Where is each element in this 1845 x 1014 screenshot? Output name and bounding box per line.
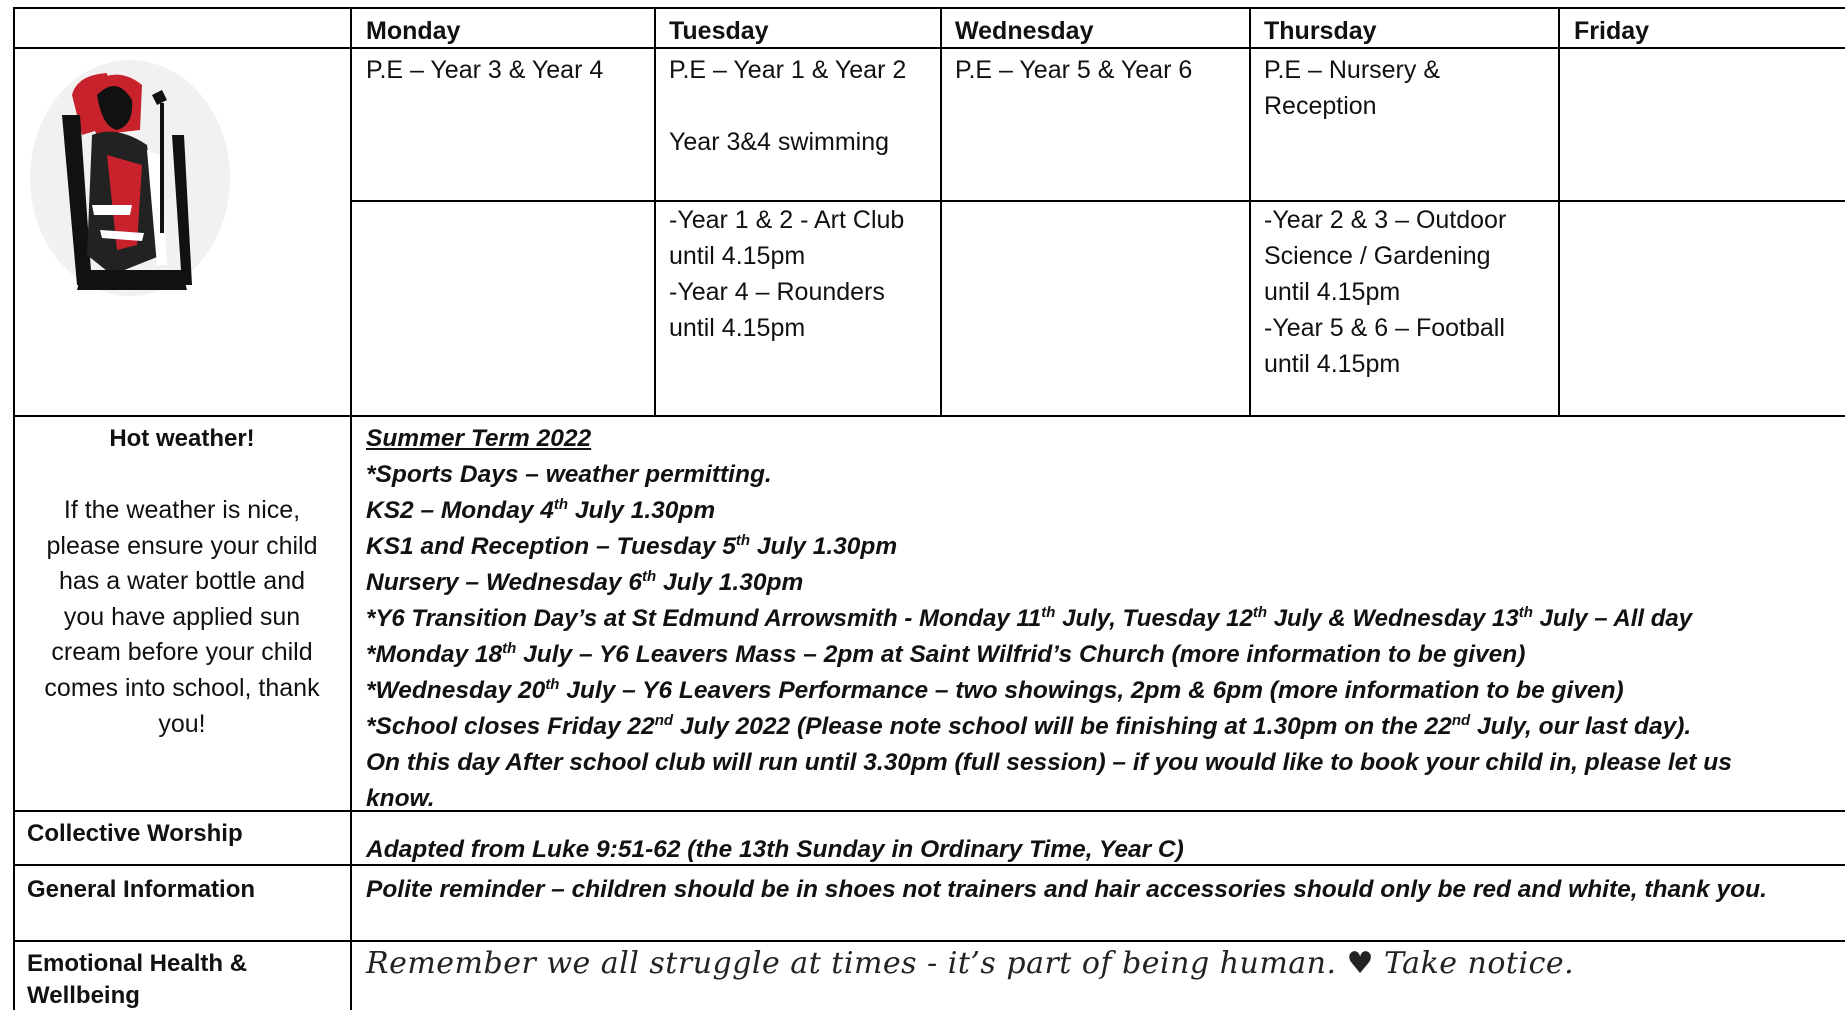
closes-text: July, our last day). (1470, 713, 1692, 740)
ks2-text: KS2 – Monday 4 (366, 497, 554, 524)
school-closes (366, 709, 1691, 745)
ks2-sup: th (553, 495, 569, 513)
pe-thursday-line2: Reception (1264, 92, 1377, 120)
club-thursday-line: -Year 2 & 3 – Outdoor (1264, 206, 1507, 234)
ks1-sup: th (735, 531, 751, 549)
transition-days (366, 601, 1692, 637)
header-day-tuesday: Tuesday (669, 17, 769, 45)
rule-top (13, 7, 1845, 9)
header-day-thursday: Thursday (1264, 17, 1377, 45)
nursery-sports-day (366, 565, 803, 601)
club-tuesday-line: -Year 4 – Rounders (669, 278, 885, 306)
rule-col5 (1558, 7, 1560, 416)
mass-sup: th (502, 639, 517, 657)
ks2-sports-day (366, 493, 715, 529)
leavers-performance (366, 673, 1624, 709)
club-thursday-line: until 4.15pm (1264, 350, 1401, 378)
header-day-wednesday: Wednesday (955, 17, 1094, 45)
rule-clubs (13, 415, 1845, 417)
summer-term-heading-text: Summer Term 2022 (366, 425, 592, 452)
ks1-text: KS1 and Reception – Tuesday 5 (366, 533, 736, 560)
general-information-label: General Information (27, 876, 256, 903)
transition-sup: th (1252, 604, 1268, 621)
rule-col2 (654, 7, 656, 416)
pe-tuesday: P.E – Year 1 & Year 2 (669, 56, 907, 84)
rule-col1 (350, 7, 352, 1010)
header-day-monday: Monday (366, 17, 461, 45)
general-information-text: Polite reminder – children should be in shoes not trainers and hair accessories should only be red and white, thank you. (366, 876, 1767, 903)
pe-monday: P.E – Year 3 & Year 4 (366, 56, 604, 84)
pe-wednesday: P.E – Year 5 & Year 6 (955, 56, 1193, 84)
school-crest-logo (22, 55, 237, 300)
summer-term-heading (366, 421, 591, 457)
club-tuesday-line: until 4.15pm (669, 242, 806, 270)
closes-text: *School closes Friday 22 (366, 713, 655, 740)
leavers-mass (366, 637, 1525, 673)
closes-sup: nd (654, 711, 674, 729)
saint-wilfrid-crest-icon (22, 55, 237, 300)
closes-sup: nd (1451, 711, 1471, 729)
sports-days-line: *Sports Days – weather permitting. (366, 461, 772, 488)
club-thursday-line: Science / Gardening (1264, 242, 1491, 270)
transition-text: July – All day (1532, 605, 1693, 632)
transition-sup: th (1518, 604, 1533, 621)
nursery-text-end: July 1.30pm (656, 569, 804, 596)
rule-col4 (1249, 7, 1251, 416)
mass-text-end: July – Y6 Leavers Mass – 2pm at Saint Wilfrid’s Church (more information to be given) (516, 641, 1526, 668)
pe-thursday-line1: P.E – Nursery & (1264, 56, 1441, 84)
club-thursday-line: until 4.15pm (1264, 278, 1401, 306)
collective-worship-text: Adapted from Luke 9:51-62 (the 13th Sunday in Ordinary Time, Year C) (366, 836, 1184, 863)
wellbeing-label-line2: Wellbeing (27, 982, 140, 1009)
nursery-sup: th (641, 567, 657, 585)
rule-header (13, 47, 1845, 49)
wellbeing-message: Remember we all struggle at times - it’s part of being human. ♥ Take notice. (366, 946, 1575, 981)
hot-weather-line: please ensure your child (46, 531, 318, 560)
transition-text: *Y6 Transition Day’s at St Edmund Arrowsmith - Monday 11 (366, 605, 1042, 632)
ks1-text-end: July 1.30pm (750, 533, 898, 560)
after-school-club-line1: On this day After school club will run until 3.30pm (full session) – if you would like to book your child in, please let us (366, 749, 1732, 776)
header-day-friday: Friday (1574, 17, 1650, 45)
nursery-text: Nursery – Wednesday 6 (366, 569, 642, 596)
transition-text: July & Wednesday 13 (1267, 605, 1519, 632)
club-tuesday-line: until 4.15pm (669, 314, 806, 342)
hot-weather-line: has a water bottle and (59, 567, 305, 596)
rule-col3 (940, 7, 942, 416)
mass-text: *Monday 18 (366, 641, 503, 668)
rule-general (13, 940, 1845, 942)
hot-weather-title: Hot weather! (109, 425, 255, 452)
hot-weather-line: If the weather is nice, (63, 496, 301, 524)
collective-worship-label: Collective Worship (27, 820, 243, 847)
performance-sup: th (545, 675, 560, 693)
transition-sup: th (1041, 604, 1056, 621)
club-thursday-line: -Year 5 & 6 – Football (1264, 314, 1505, 342)
club-tuesday-line: -Year 1 & 2 - Art Club (669, 206, 905, 234)
ks2-text-end: July 1.30pm (568, 497, 716, 524)
hot-weather-line: you have applied sun (63, 602, 301, 631)
after-school-club-line2: know. (366, 785, 435, 812)
hot-weather-line: comes into school, thank (44, 673, 320, 702)
performance-text: *Wednesday 20 (366, 677, 546, 704)
wellbeing-label-line1: Emotional Health & (27, 950, 248, 977)
swimming-tuesday: Year 3&4 swimming (669, 128, 890, 156)
hot-weather-line: cream before your child (51, 638, 313, 667)
rule-pe (350, 200, 1845, 202)
performance-text-end: July – Y6 Leavers Performance – two showings, 2pm & 6pm (more information to be given) (559, 677, 1624, 704)
closes-text: July 2022 (Please note school will be finishing at 1.30pm on the 22 (673, 713, 1452, 740)
hot-weather-line: you! (158, 709, 206, 738)
rule-summer (13, 810, 1845, 812)
transition-text: July, Tuesday 12 (1055, 605, 1253, 632)
ks1-sports-day (366, 529, 897, 565)
hot-weather-message (14, 493, 350, 742)
